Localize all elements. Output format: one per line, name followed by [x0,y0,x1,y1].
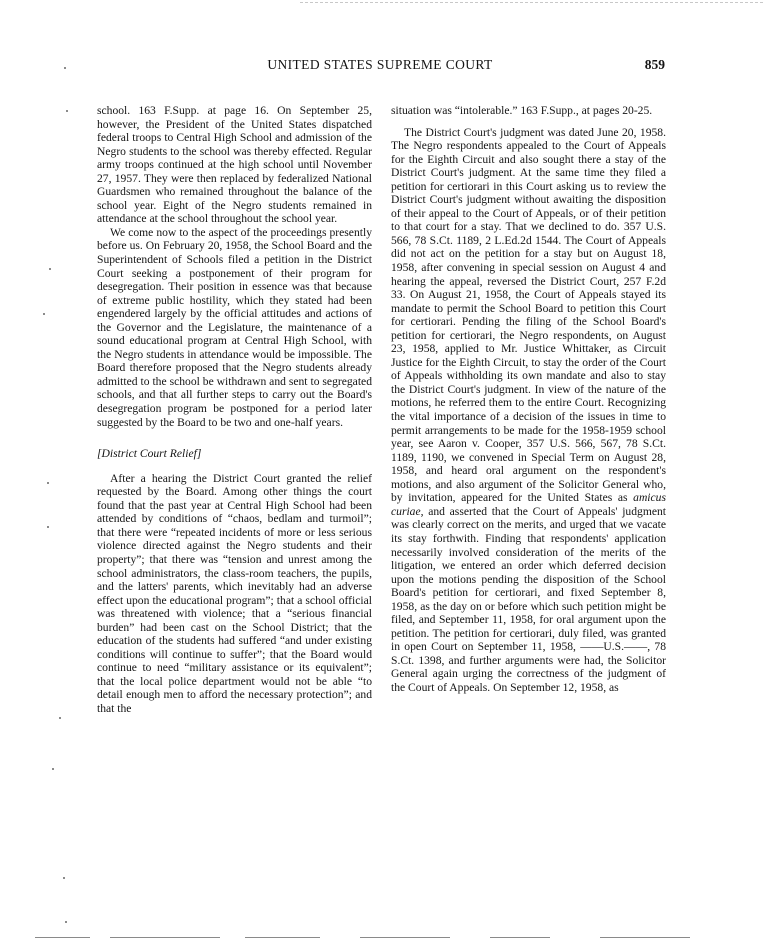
scan-mark [59,717,61,719]
paragraph: After a hearing the District Court granted the relief requested by the Board. Among other things the court found that the past year at Central High School had been attended by conditions of “chaos, bedlam and turmoil”; that there were “repeated incidents of more or less serious violence directed against the Negro students and their property”; that there was “tension and unrest among the school administrators, the class-room teachers, the pupils, and the latters' parents, which inevitably had an adverse effect upon the educational program”; that a school official was threatened with violence; that a “serious financial burden” had been cast on the School District; that the education of the students had suffered “and under existing conditions will continue to suffer”; that the Board would continue to need “military assistance or its equivalent”; that the local police department would not be able “to detail enough men to afford the necessary protection”; and that the [97,471,372,715]
scan-mark [47,526,49,528]
paragraph [391,126,666,695]
scan-mark [66,110,68,112]
scan-mark [49,268,51,270]
scan-mark [65,921,67,923]
bottom-scan-edge [245,937,320,938]
scan-mark [43,313,45,315]
scan-mark [47,482,49,484]
paragraph-text: and asserted that the Court of Appeals' judgment was clearly correct on the merits, and urged that we vacate its stay forthwith. Finding that respondents' application necessarily involved consideration of the merits of the litigation, we entered an order which deferred decision upon the motions pending the disposition of the School Board's petition for certiorari, and fixed September 8, 1958, as the day on or before which such petition might be filed, and September 11, 1958, for oral argument upon the petition. The petition for certiorari, duly filed, was granted in open Court on September 11, 1958, ——U.S.——, 78 S.Ct. 1398, and further arguments were had, the Solicitor General again urging the correctness of the judgment of the Court of Appeals. On September 12, 1958, as [391,504,667,694]
paragraph-text: The District Court's judgment was dated June 20, 1958. The Negro respondents appealed to the Court of Appeals for the Eighth Circuit and also sought there a stay of the District Court's judgment. At the same time they filed a petition for certiorari in this Court asking us to review the District Court's judgment without awaiting the disposition of their appeal to the Court of Appeals, or of their petition to that court for a stay. That we declined to do. 357 U.S. 566, 78 S.Ct. 1189, 2 L.Ed.2d 1544. The Court of Appeals did not act on the petition for a stay but on August 18, 1958, after convening in special session on August 4 and hearing the appeal, reversed the District Court, 257 F.2d 33. On August 21, 1958, the Court of Appeals stayed its mandate to permit the School Board to petition this Court for certiorari. Pending the filing of the School Board's petition for certiorari, the Negro respondents, on August 23, 1958, applied to Mr. Justice Whittaker, as Circuit Justice for the Eighth Circuit, to stay the order of the Court of Appeals withholding its own mandate and also to stay the District Court's judgment. In view of the nature of the motions, he referred them to the entire Court. Recognizing the vital importance of a decision of the issues in time to permit arrangements to be made for the 1958-1959 school year, see Aaron v. Cooper, 357 U.S. 566, 567, 78 S.Ct. 1189, 1190, we convened in Special Term on August 28, 1958, and heard oral argument on the respondent's motions, and also argument of the Solicitor General who, by invitation, appeared for the United States as [391,125,666,505]
page-number: 859 [644,57,665,72]
page-header [95,57,665,77]
scan-mark [64,67,66,69]
paragraph: school. 163 F.Supp. at page 16. On September 25, however, the President of the United States dispatched federal troops to Central High School and admission of the Negro students to the school was thereby effected. Regular army troops continued at the high school until November 27, 1957. They were then replaced by federalized National Guardsmen who remained throughout the balance of the school year. Eight of the Negro students remained in attendance at the school throughout the school year. [97,104,372,226]
bottom-scan-edge [35,937,90,938]
bottom-scan-edge [600,937,690,938]
bottom-scan-edge [110,937,220,938]
bottom-scan-edge [360,937,450,938]
section-subheading: [District Court Relief] [97,447,202,461]
scan-mark [63,877,65,879]
running-head: UNITED STATES SUPREME COURT [267,57,493,72]
top-edge-dashes [300,2,763,3]
paragraph: We come now to the aspect of the proceedings presently before us. On February 20, 1958, the School Board and the Superintendent of Schools filed a petition in the District Court seeking a postponement of their program for desegregation. Their position in essence was that because of extreme public hostility, which they stated had been engendered largely by the official attitudes and actions of the Governor and the Legislature, the maintenance of a sound educational program at Central High School, with the Negro students in attendance would be impossible. The Board therefore proposed that the Negro students already admitted to the school be withdrawn and sent to segregated schools, and that all further steps to carry out the Board's desegregation program be postponed for a period later suggested by the Board to be two and one-half years. [97,225,372,429]
italic-term: amicus curiae, [391,491,666,518]
scan-mark [52,768,54,770]
right-column [391,104,666,695]
left-column [97,104,372,716]
paragraph: situation was “intolerable.” 163 F.Supp., at pages 20-25. [391,104,653,117]
bottom-scan-edge [490,937,550,938]
